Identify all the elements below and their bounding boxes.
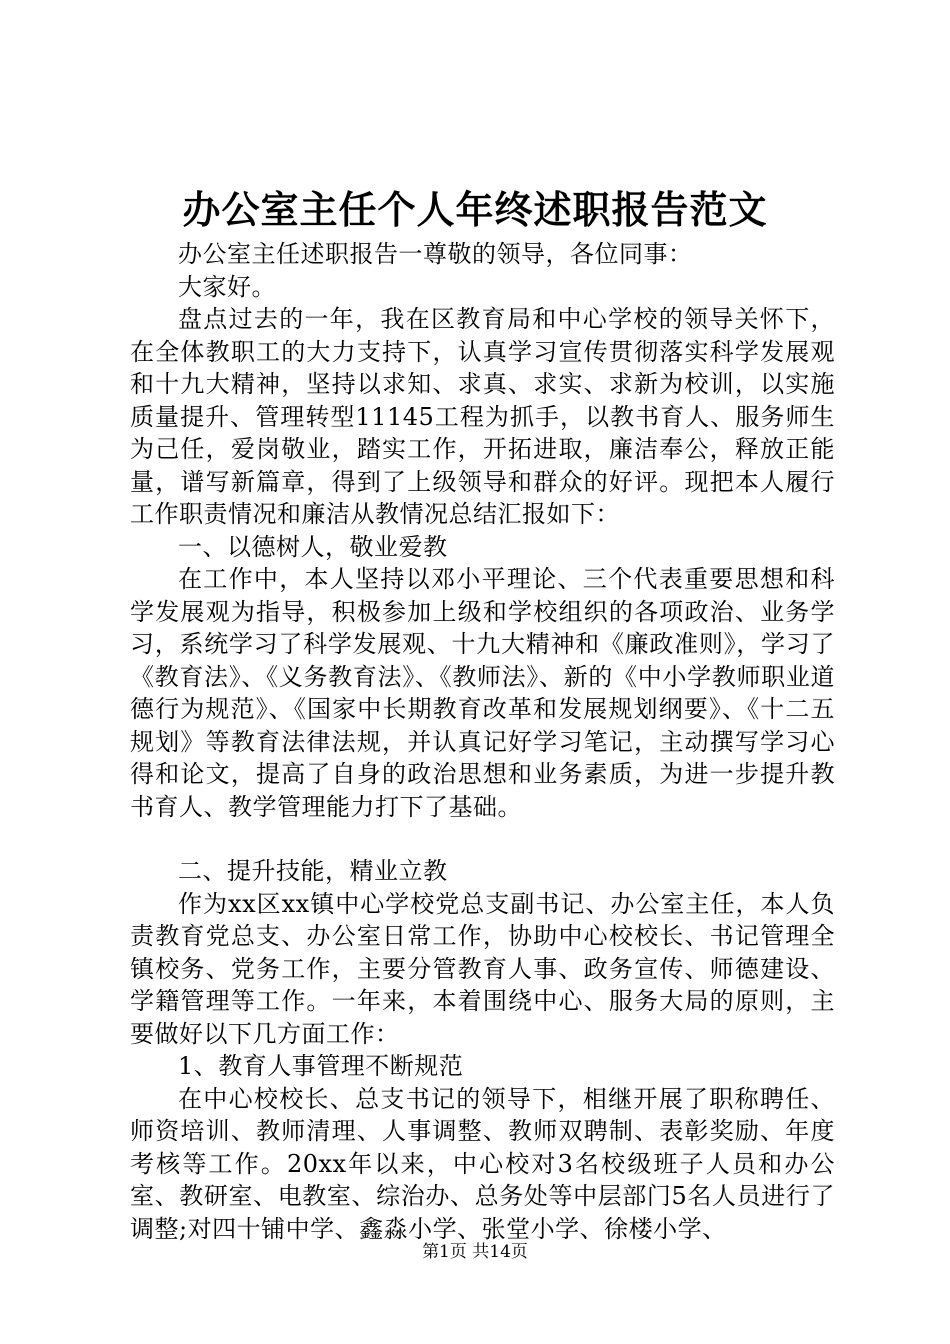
subsection-1-paragraph: 在中心校校长、总支书记的领导下，相继开展了职称聘任、师资培训、教师清理、人事调整、教师双聘制、表彰奖励、年度考核等工作。20xx年以来，中心校对3名校级班子人员和办公室、教研室、电教室、综治办、总务处等中层部门5名人员进行了调整;对四十铺中学、鑫淼小学、张堂小学、徐楼小学、 [130, 1084, 835, 1243]
document-title: 办公室主任个人年终述职报告范文 [182, 187, 768, 232]
intro-paragraph: 盘点过去的一年，我在区教育局和中心学校的领导关怀下，在全体教职工的大力支持下，认真学习宣传贯彻落实科学发展观和十九大精神，坚持以求知、求真、求实、求新为校训，以实施质量提升、管理转型11145工程为抓手，以教书育人、服务师生为己任，爱岗敬业，踏实工作，开拓进取，廉洁奉公，释放正能量，谱写新篇章，得到了上级领导和群众的好评。现把本人履行工作职责情况和廉洁从教情况总结汇报如下： [130, 305, 835, 528]
section-2-paragraph: 作为xx区xx镇中心学校党总支副书记、办公室主任，本人负责教育党总支、办公室日常工作，协助中心校校长、书记管理全镇校务、党务工作，主要分管教育人事、政务宣传、师德建设、学籍管理等工作。一年来，本着围绕中心、服务大局的原则，主要做好以下几方面工作： [130, 889, 835, 1048]
section-1-paragraph: 在工作中，本人坚持以邓小平理论、三个代表重要思想和科学发展观为指导，积极参加上级和学校组织的各项政治、业务学习，系统学习了科学发展观、十九大精神和《廉政准则》，学习了《教育法》、《义务教育法》、《教师法》、新的《中小学教师职业道德行为规范》、《国家中长期教育改革和发展规划纲要》、《十二五规划》等教育法律法规，并认真记好学习笔记，主动撰写学习心得和论文，提高了自身的政治思想和业务素质，为进一步提升教书育人、教学管理能力打下了基础。 [130, 565, 835, 821]
page-footer: 第1页 共14页 [422, 1242, 528, 1262]
document-body [130, 238, 835, 1245]
section-heading-2: 二、提升技能，精业立教 [178, 857, 448, 885]
greeting-paragraph: 大家好。 [178, 272, 276, 301]
salutation-paragraph: 办公室主任述职报告一尊敬的领导，各位同事： [178, 240, 693, 268]
subsection-heading-1: 1、教育人事管理不断规范 [178, 1052, 464, 1080]
section-heading-1: 一、以德树人，敬业爱教 [178, 532, 448, 561]
